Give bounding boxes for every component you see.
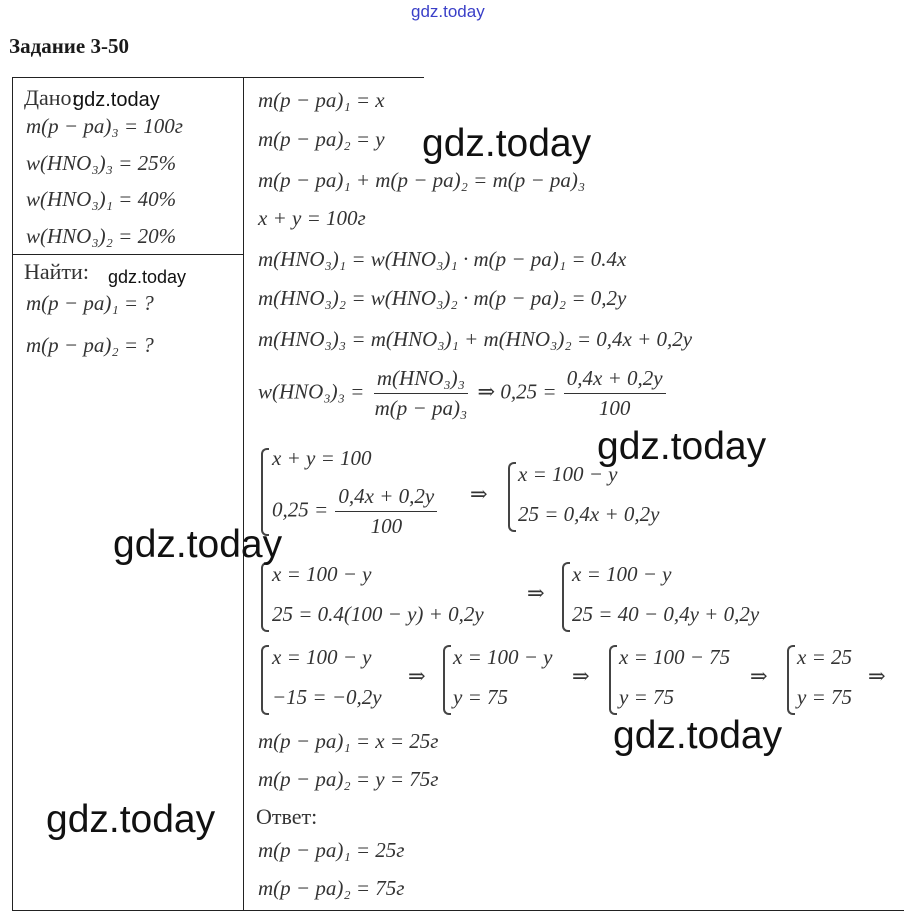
solution-line: m(p − pa)₁ = x <box>258 88 385 112</box>
system3-step2-eq2: y = 75 <box>619 685 674 709</box>
system3-step2-eq1: x = 100 − 75 <box>619 645 731 669</box>
formula-numerator-1: m(HNO₃)₃ <box>374 366 468 394</box>
given-label: Дано: <box>24 85 78 110</box>
system2-eq2: 25 = 0.4(100 − y) + 0,2y <box>272 602 484 626</box>
implies-arrow: ⇒ <box>750 664 768 688</box>
system-brace <box>261 562 269 632</box>
solution-line: x + y = 100г <box>258 206 366 230</box>
system3-eq1: x = 100 − y <box>272 645 372 669</box>
watermark: gdz.today <box>113 523 283 566</box>
answer-label: Ответ: <box>256 804 318 829</box>
formula-numerator-2: 0,4x + 0,2y <box>564 366 666 394</box>
table-column-divider <box>243 77 244 911</box>
implies-arrow: ⇒ <box>408 664 426 688</box>
system3-step3-eq2: y = 75 <box>797 685 852 709</box>
system2-result2: 25 = 40 − 0,4y + 0,2y <box>572 602 760 626</box>
formula-fraction-1 <box>372 366 471 421</box>
given-find-divider <box>12 254 243 255</box>
result-line: m(p − pa)₁ = x = 25г <box>258 729 439 753</box>
table-top-border <box>12 77 424 78</box>
watermark: gdz.today <box>108 267 187 287</box>
formula-denominator-2: 100 <box>598 396 631 420</box>
solution-line: m(p − pa)₁ + m(p − pa)₂ = m(p − pa)₃ <box>258 168 586 192</box>
solution-line: m(HNO₃)₂ = w(HNO₃)₂ · m(p − pa)₂ = 0,2y <box>258 286 627 310</box>
result-line: m(p − pa)₂ = y = 75г <box>258 767 439 791</box>
given-item: w(HNO₃)₁ = 40% <box>26 187 177 211</box>
system3-eq2: −15 = −0,2y <box>272 685 382 709</box>
task-title: Задание 3-50 <box>9 34 129 58</box>
solution-line: m(p − pa)₂ = y <box>258 127 385 151</box>
solution-line: m(HNO₃)₃ = m(HNO₃)₁ + m(HNO₃)₂ = 0,4x + 0,2y <box>258 327 693 351</box>
formula-lhs: w(HNO₃)₃ = <box>258 379 365 404</box>
find-item: m(p − pa)₂ = ? <box>26 333 154 357</box>
system1-eq2 <box>272 484 439 539</box>
system2-result1: x = 100 − y <box>572 562 672 586</box>
given-item: w(HNO₃)₃ = 25% <box>26 151 177 175</box>
system1-fraction <box>335 484 437 539</box>
system1-result1: x = 100 − y <box>518 462 618 486</box>
given-item: w(HNO₃)₂ = 20% <box>26 224 177 248</box>
system-brace <box>261 645 269 715</box>
implies-arrow: ⇒ <box>470 482 488 506</box>
system1-result2: 25 = 0,4x + 0,2y <box>518 502 660 526</box>
system-brace <box>508 462 516 532</box>
watermark: gdz.today <box>46 798 216 841</box>
watermark: gdz.today <box>613 714 783 757</box>
find-item: m(p − pa)₁ = ? <box>26 291 154 315</box>
answer-line: m(p − pa)₁ = 25г <box>258 838 405 862</box>
formula-denominator-1: m(p − pa)₃ <box>374 396 468 420</box>
system-brace <box>609 645 617 715</box>
system-brace <box>443 645 451 715</box>
watermark-top: gdz.today <box>411 2 485 21</box>
solution-line: m(HNO₃)₁ = w(HNO₃)₁ · m(p − pa)₁ = 0.4x <box>258 247 627 271</box>
watermark: gdz.today <box>73 89 160 111</box>
system1-eq2-lhs: 0,25 = <box>272 497 329 522</box>
system3-step1-eq2: y = 75 <box>453 685 508 709</box>
implies-arrow: ⇒ <box>868 664 886 688</box>
system2-eq1: x = 100 − y <box>272 562 372 586</box>
system3-step1-eq1: x = 100 − y <box>453 645 553 669</box>
implies-arrow: ⇒ <box>527 581 545 605</box>
system1-denominator: 100 <box>370 514 403 538</box>
answer-line: m(p − pa)₂ = 75г <box>258 876 405 900</box>
table-left-border <box>12 77 13 911</box>
fraction-formula <box>258 366 668 421</box>
watermark: gdz.today <box>422 122 592 165</box>
table-bottom-border <box>12 910 904 911</box>
system1-eq1: x + y = 100 <box>272 446 372 470</box>
system3-step3-eq1: x = 25 <box>797 645 852 669</box>
formula-fraction-2 <box>564 366 666 421</box>
find-label: Найти: <box>24 259 89 284</box>
formula-middle: ⇒ 0,25 = <box>477 379 557 404</box>
system-brace <box>562 562 570 632</box>
watermark: gdz.today <box>597 425 767 468</box>
system-brace <box>787 645 795 715</box>
given-item: m(p − pa)₃ = 100г <box>26 114 183 138</box>
implies-arrow: ⇒ <box>572 664 590 688</box>
system1-numerator: 0,4x + 0,2y <box>335 484 437 512</box>
